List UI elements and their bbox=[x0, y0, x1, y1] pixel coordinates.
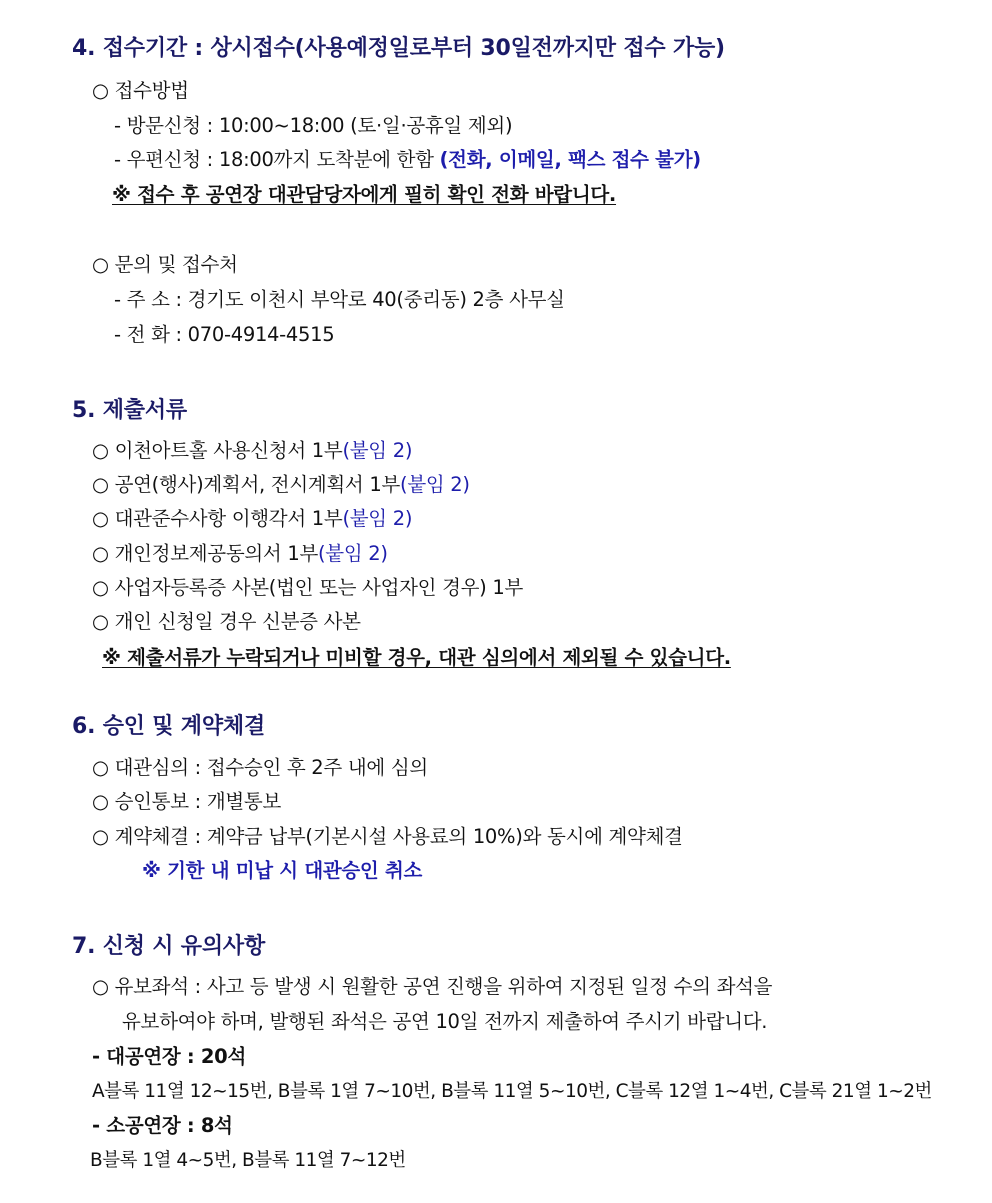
document-item bbox=[92, 472, 470, 498]
document-item-text: ○ 사업자등록증 사본(법인 또는 사업자인 경우) 1부 bbox=[92, 576, 524, 599]
section-5-heading: 5. 제출서류 bbox=[72, 398, 187, 423]
reception-notice: ※ 접수 후 공연장 대관담당자에게 필히 확인 전화 바랍니다. bbox=[112, 183, 617, 206]
section-4-heading: 4. 접수기간 : 상시접수(사용예정일로부터 30일전까지만 접수 가능) bbox=[72, 36, 725, 61]
mail-application-note: (전화, 이메일, 팩스 접수 불가) bbox=[439, 148, 701, 171]
document-item-note: (붙임 2) bbox=[318, 542, 388, 565]
section-7-heading: 7. 신청 시 유의사항 bbox=[72, 934, 266, 959]
reserved-seats-line-1: ○ 유보좌석 : 사고 등 발생 시 원활한 공연 진행을 위하여 지정된 일정 수의 좌석을 bbox=[92, 975, 773, 998]
document-item bbox=[92, 506, 412, 532]
reception-method-title: ○ 접수방법 bbox=[92, 79, 189, 102]
mail-application-text: - 우편신청 : 18:00까지 도착분에 한함 bbox=[114, 148, 440, 171]
contact-phone: - 전 화 : 070-4914-4515 bbox=[114, 323, 335, 346]
document-item-note: (붙임 2) bbox=[342, 507, 413, 530]
small-hall-title: - 소공연장 : 8석 bbox=[92, 1114, 233, 1137]
reserved-seats-line-2: 유보하여야 하며, 발행된 좌석은 공연 10일 전까지 제출하여 주시기 바랍니다. bbox=[122, 1010, 768, 1033]
document-item-text: ○ 대관준수사항 이행각서 1부 bbox=[92, 507, 343, 530]
contact-title: ○ 문의 및 접수처 bbox=[92, 253, 238, 276]
document-item-text: ○ 개인 신청일 경우 신분증 사본 bbox=[92, 610, 361, 633]
document-item-note: (붙임 2) bbox=[342, 439, 413, 462]
documents-notice: ※ 제출서류가 누락되거나 미비할 경우, 대관 심의에서 제외될 수 있습니다. bbox=[102, 646, 731, 669]
mail-application bbox=[114, 147, 701, 173]
contract-signing: ○ 계약체결 : 계약금 납부(기본시설 사용료의 10%)와 동시에 계약체결 bbox=[92, 825, 683, 848]
document-item bbox=[92, 575, 523, 601]
document-item bbox=[92, 438, 412, 464]
small-hall-seats: B블록 1열 4~5번, B블록 11열 7~12번 bbox=[90, 1150, 406, 1171]
document-item bbox=[92, 541, 388, 567]
document-item-text: ○ 공연(행사)계획서, 전시계획서 1부 bbox=[92, 473, 401, 496]
document-item-text: ○ 이천아트홀 사용신청서 1부 bbox=[92, 439, 343, 462]
document-item bbox=[92, 609, 361, 635]
rental-review: ○ 대관심의 : 접수승인 후 2주 내에 심의 bbox=[92, 756, 428, 779]
approval-notification: ○ 승인통보 : 개별통보 bbox=[92, 790, 281, 813]
contact-address: - 주 소 : 경기도 이천시 부악로 40(중리동) 2층 사무실 bbox=[114, 288, 565, 311]
contract-notice: ※ 기한 내 미납 시 대관승인 취소 bbox=[142, 859, 423, 882]
document-item-text: ○ 개인정보제공동의서 1부 bbox=[92, 542, 318, 565]
large-hall-title: - 대공연장 : 20석 bbox=[92, 1045, 246, 1068]
document-item-note: (붙임 2) bbox=[400, 473, 470, 496]
visit-application: - 방문신청 : 10:00~18:00 (토·일·공휴일 제외) bbox=[114, 114, 513, 137]
large-hall-seats: A블록 11열 12~15번, B블록 1열 7~10번, B블록 11열 5~10번, C블록 12열 1~4번, C블록 21열 1~2번 bbox=[92, 1081, 932, 1102]
section-6-heading: 6. 승인 및 계약체결 bbox=[72, 714, 266, 739]
